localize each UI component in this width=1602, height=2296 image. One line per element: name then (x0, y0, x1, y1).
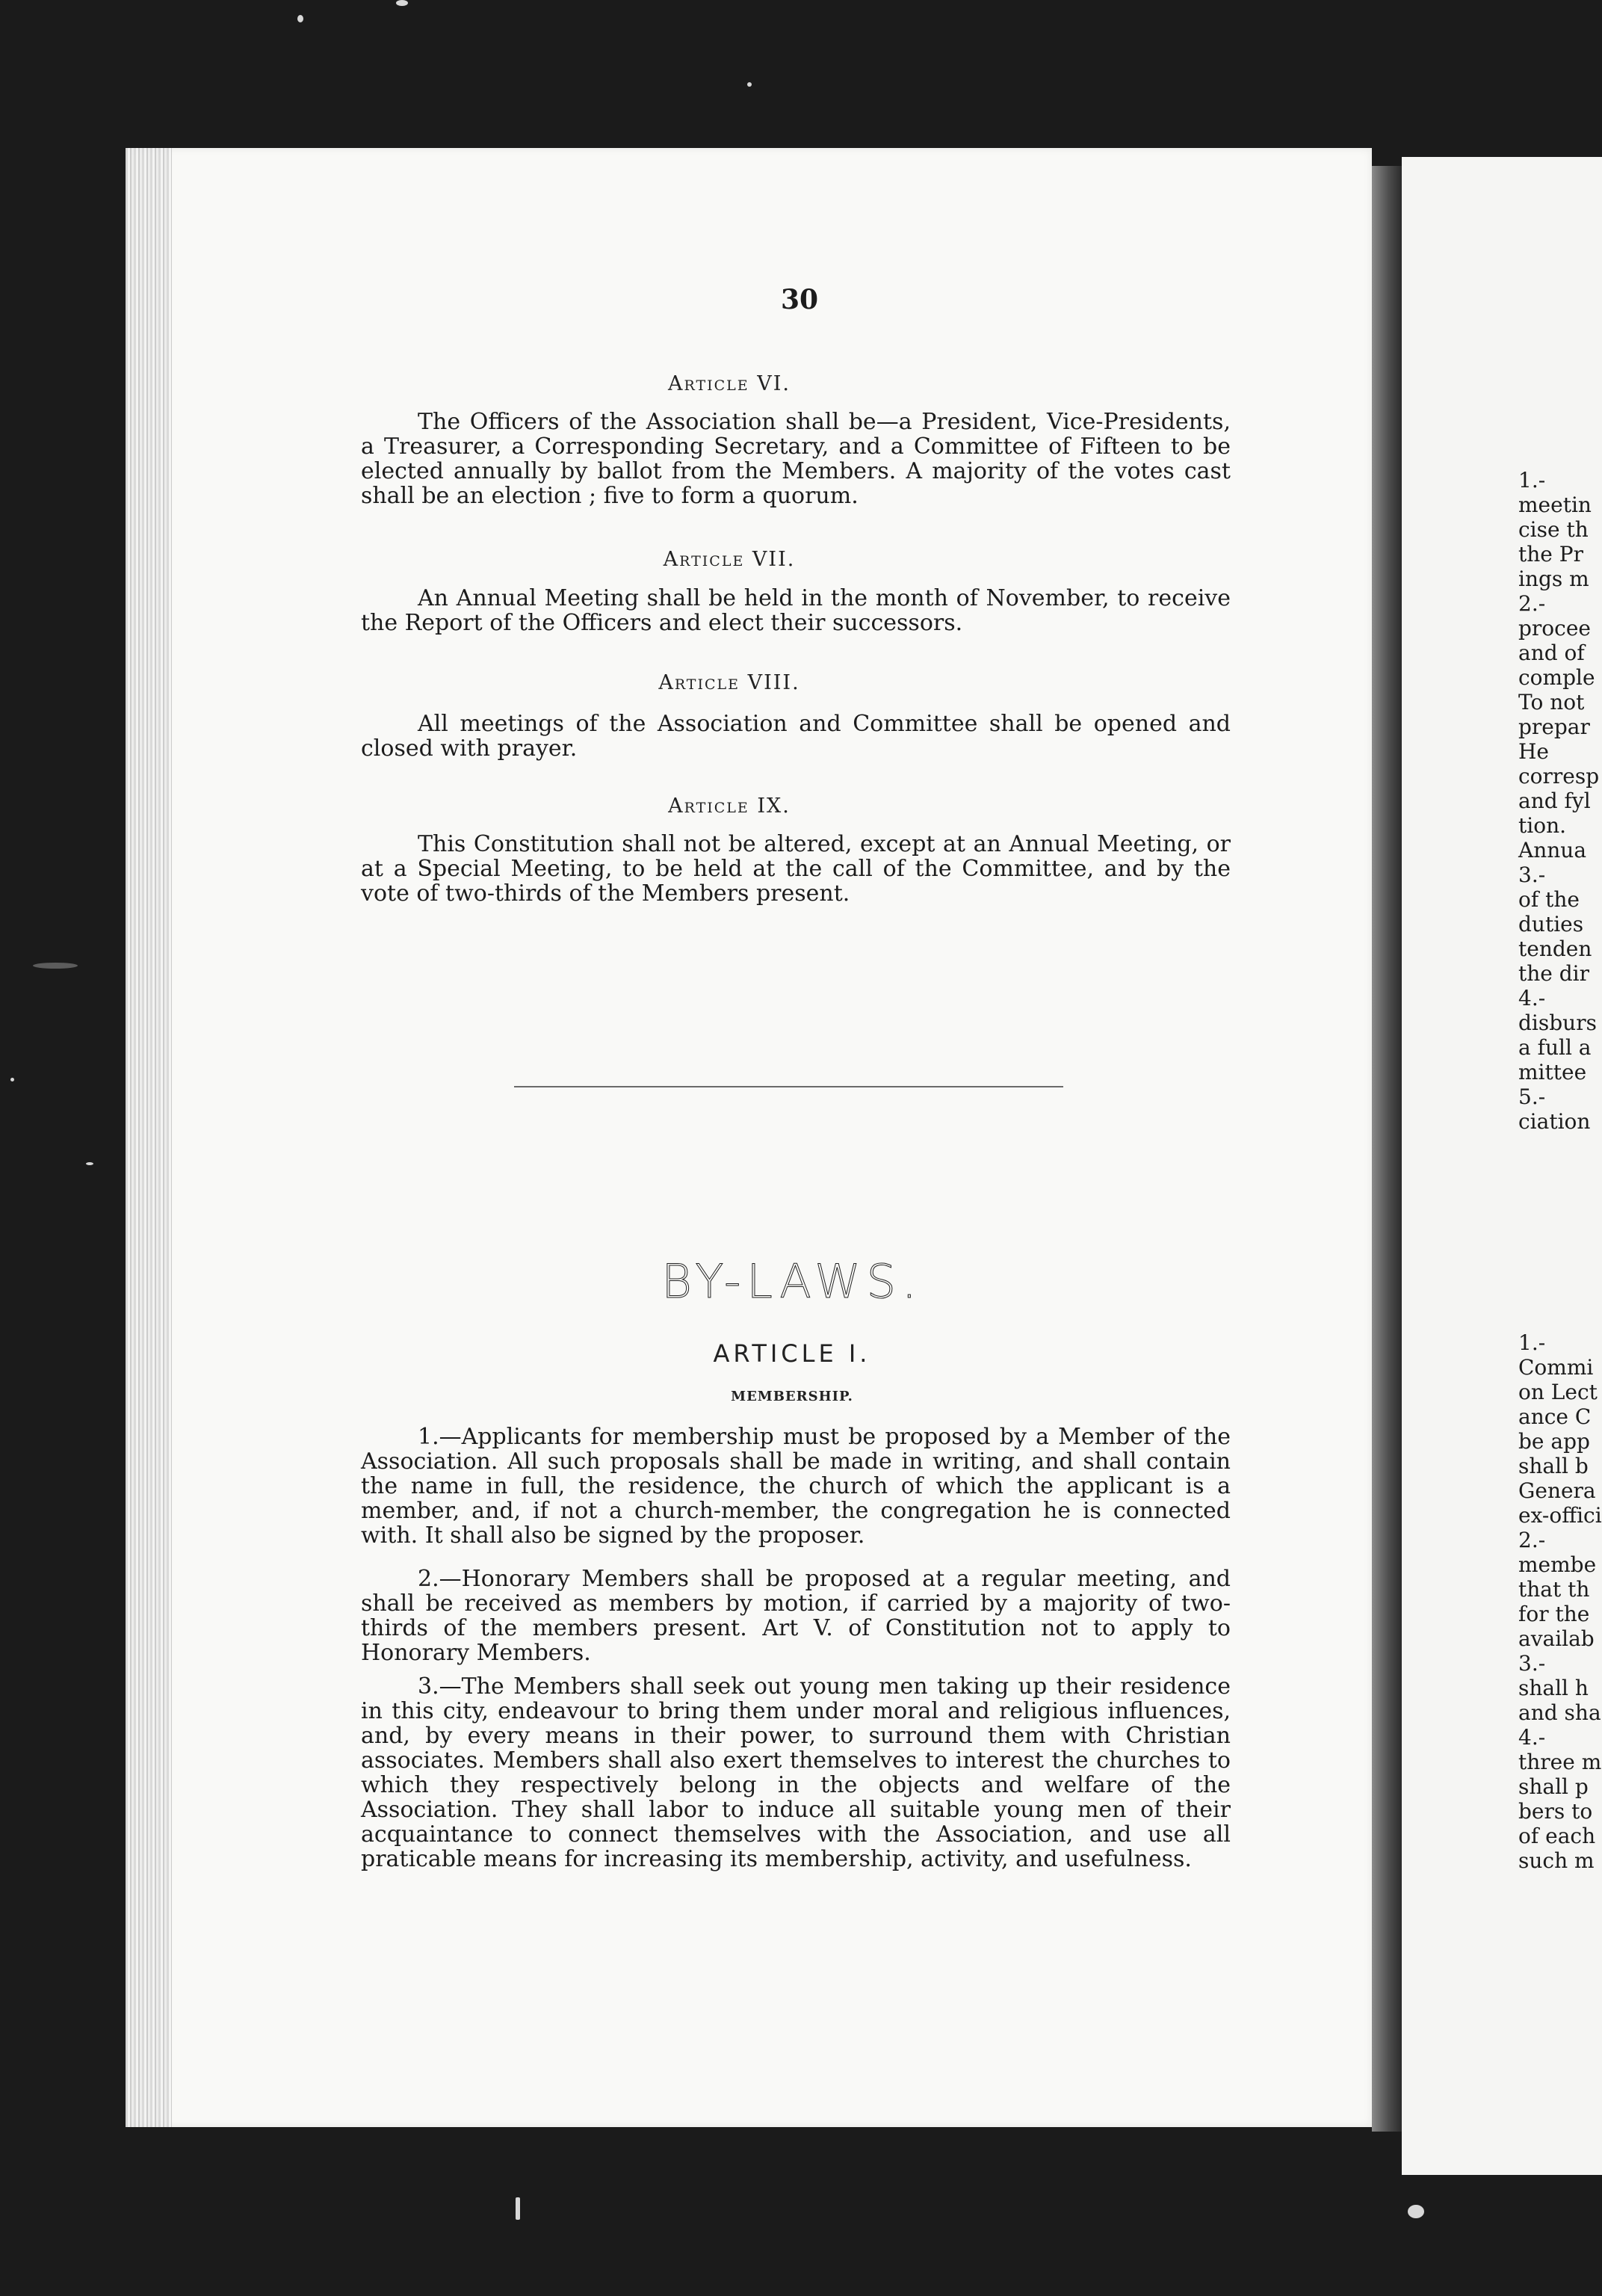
right-page-line: a full a (1518, 1035, 1592, 1060)
article-text: The Officers of the Association shall be—a President, Vice-Presidents, a Treasurer, a Corresponding Secretary, and a Committee of Fifteen to be elected annually by ballot from the Members. A majority of the votes cast shall be an election ; five to form a quorum. (361, 409, 1231, 509)
right-page-line: To not (1518, 690, 1585, 715)
right-page-line: prepar (1518, 715, 1590, 739)
right-page-line: on Lect (1518, 1380, 1598, 1404)
right-page-line: duties (1518, 912, 1584, 936)
right-page-line: three m (1518, 1750, 1602, 1774)
right-page-line: 2.- (1518, 591, 1546, 616)
right-page-line: 4.- (1518, 1725, 1546, 1750)
book-gutter (1372, 166, 1402, 2132)
bylaws-article-heading: ARTICLE I. (713, 1339, 871, 1368)
right-page-line: the dir (1518, 961, 1590, 986)
right-page-line: 3.- (1518, 862, 1546, 887)
right-page-line: bers to (1518, 1799, 1593, 1824)
right-page-line: and of (1518, 641, 1585, 665)
bylaws-title: BY-LAWS. (661, 1254, 923, 1309)
right-page-line: disburs (1518, 1010, 1597, 1035)
right-page-line: tion. (1518, 813, 1566, 838)
scan-speck (10, 1078, 14, 1081)
scan-speck (86, 1162, 93, 1165)
scan-speck (516, 2197, 520, 2220)
bylaws-subheading: MEMBERSHIP. (731, 1389, 853, 1404)
right-page-line: ex-offici (1518, 1503, 1602, 1528)
right-page-line: ciation (1518, 1109, 1591, 1134)
right-page-line: He (1518, 739, 1549, 764)
right-page-line: and fyl (1518, 789, 1591, 813)
right-page-line: procee (1518, 616, 1591, 641)
scan-speck (297, 15, 303, 22)
article-heading: Article VII. (663, 548, 796, 571)
bylaw-section: 1.—Applicants for membership must be proposed by a Member of the Association. All such proposals shall be made in writing, and shall contain the name in full, the residence, the church of which the applicant is a member, and, if not a church-member, the congregation he is connected with. It shall also be signed by the proposer. (361, 1424, 1231, 1549)
right-page-line: that th (1518, 1577, 1590, 1602)
right-page-line: tenden (1518, 936, 1592, 961)
right-page-line: ance C (1518, 1404, 1592, 1429)
right-page-line: 5.- (1518, 1084, 1546, 1109)
right-page-line: Annua (1518, 838, 1587, 862)
right-page-line: for the (1518, 1602, 1590, 1626)
right-page-line: mittee (1518, 1060, 1587, 1084)
right-page-line: 4.- (1518, 986, 1546, 1010)
right-page-line: be app (1518, 1429, 1590, 1454)
scan-speck (33, 963, 78, 969)
right-page-line: the Pr (1518, 542, 1583, 567)
right-page-line: meetin (1518, 493, 1592, 517)
article-heading: Article IX. (668, 794, 791, 818)
article-heading: Article VIII. (658, 671, 800, 694)
right-page-fragment-lower (1518, 1330, 1602, 1873)
right-page-line: comple (1518, 665, 1595, 690)
bylaw-section: 2.—Honorary Members shall be proposed at a regular meeting, and shall be received as members by motion, if carried by a majority of two-thirds of the members present. Art V. of Constitution not to apply to Honorary Members. (361, 1566, 1231, 1666)
right-page-line: 1.- (1518, 468, 1546, 493)
right-page-line: and sha (1518, 1700, 1601, 1725)
page-number: 30 (780, 284, 819, 315)
scan-speck (1408, 2205, 1424, 2218)
right-page-line: shall h (1518, 1676, 1589, 1700)
right-page-line: of the (1518, 887, 1580, 912)
right-page-line: shall b (1518, 1454, 1589, 1478)
article-text: An Annual Meeting shall be held in the month of November, to receive the Report of the Officers and elect their successors. (361, 585, 1231, 636)
article-text: This Constitution shall not be altered, except at an Annual Meeting, or at a Special Meeting, to be held at the call of the Committee, and by the vote of two-thirds of the Members present. (361, 831, 1231, 907)
article-text: All meetings of the Association and Committee shall be opened and closed with prayer. (361, 711, 1231, 762)
section-divider (514, 1086, 1063, 1087)
right-page-line: ings m (1518, 567, 1589, 591)
right-page-line: membe (1518, 1552, 1597, 1577)
scan-speck (747, 82, 752, 87)
right-page-line: 2.- (1518, 1528, 1546, 1552)
article-heading: Article VI. (667, 372, 791, 395)
right-page-line: 3.- (1518, 1651, 1546, 1676)
page-edge-stack (126, 148, 172, 2127)
right-page-fragment-upper (1518, 468, 1602, 1134)
right-page-line: Genera (1518, 1478, 1596, 1503)
right-page-line: 1.- (1518, 1330, 1546, 1355)
right-page-line: such m (1518, 1848, 1595, 1873)
bylaw-section: 3.—The Members shall seek out young men taking up their residence in this city, endeavour to bring them under moral and religious influences, and, by every means in their power, to surround them with Christian associates. Members shall also exert themselves to interest the churches to which they respectively belong in the objects and welfare of the Association. They shall labor to induce all suitable young men of their acquaintance to connect themselves with the Association, and use all praticable means for increasing its membership, activity, and usefulness. (361, 1673, 1231, 1872)
right-page-line: corresp (1518, 764, 1600, 789)
right-page-line: cise th (1518, 517, 1589, 542)
right-page-line: availab (1518, 1626, 1595, 1651)
right-page-line: shall p (1518, 1774, 1589, 1799)
scan-speck (396, 0, 408, 6)
right-page-line: of each (1518, 1824, 1596, 1848)
right-page-line: Commi (1518, 1355, 1594, 1380)
